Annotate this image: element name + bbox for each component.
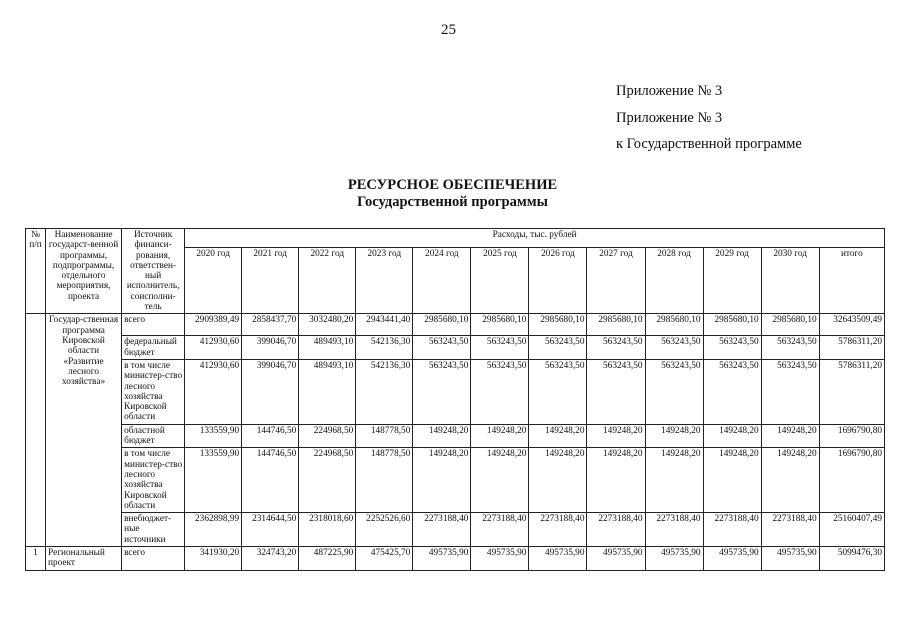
value-cell: 563243,50 bbox=[529, 359, 587, 424]
value-cell: 148778,50 bbox=[356, 424, 413, 448]
value-cell: 563243,50 bbox=[703, 336, 761, 360]
value-cell: 412930,60 bbox=[185, 336, 242, 360]
value-cell: 542136,30 bbox=[356, 336, 413, 360]
header-year: 2026 год bbox=[529, 248, 587, 314]
value-cell: 2273188,40 bbox=[529, 513, 587, 547]
value-cell: 495735,90 bbox=[413, 547, 471, 571]
value-cell: 475425,70 bbox=[356, 547, 413, 571]
value-cell: 563243,50 bbox=[645, 336, 703, 360]
value-cell: 412930,60 bbox=[185, 359, 242, 424]
value-cell: 399046,70 bbox=[242, 359, 299, 424]
value-cell: 2985680,10 bbox=[587, 314, 645, 336]
header-year: 2022 год bbox=[299, 248, 356, 314]
header-year: 2021 год bbox=[242, 248, 299, 314]
value-cell: 563243,50 bbox=[413, 336, 471, 360]
value-cell: 341930,20 bbox=[185, 547, 242, 571]
value-cell: 2318018,60 bbox=[299, 513, 356, 547]
value-cell: 133559,90 bbox=[185, 424, 242, 448]
source-cell: внебюджет-ные источники bbox=[122, 513, 185, 547]
value-cell: 2273188,40 bbox=[645, 513, 703, 547]
value-cell: 149248,20 bbox=[529, 448, 587, 513]
value-cell: 563243,50 bbox=[529, 336, 587, 360]
source-cell: областной бюджет bbox=[122, 424, 185, 448]
header-year: 2029 год bbox=[703, 248, 761, 314]
source-cell: в том числе министер-ство лесного хозяйства Кировской области bbox=[122, 448, 185, 513]
table-row bbox=[26, 336, 885, 360]
table-row bbox=[26, 513, 885, 547]
value-cell: 149248,20 bbox=[471, 424, 529, 448]
value-cell: 489493,10 bbox=[299, 359, 356, 424]
value-cell: 2985680,10 bbox=[645, 314, 703, 336]
value-cell: 2273188,40 bbox=[471, 513, 529, 547]
value-cell: 495735,90 bbox=[529, 547, 587, 571]
header-num: № п/п bbox=[26, 229, 46, 314]
value-cell: 149248,20 bbox=[703, 424, 761, 448]
source-cell: всего bbox=[122, 547, 185, 571]
value-cell: 399046,70 bbox=[242, 336, 299, 360]
total-cell: 5099476,30 bbox=[819, 547, 884, 571]
header-row-1 bbox=[26, 229, 885, 248]
value-cell: 149248,20 bbox=[529, 424, 587, 448]
value-cell: 2985680,10 bbox=[413, 314, 471, 336]
value-cell: 563243,50 bbox=[471, 336, 529, 360]
value-cell: 563243,50 bbox=[471, 359, 529, 424]
value-cell: 149248,20 bbox=[471, 448, 529, 513]
value-cell: 148778,50 bbox=[356, 448, 413, 513]
value-cell: 2273188,40 bbox=[703, 513, 761, 547]
table-row bbox=[26, 424, 885, 448]
source-cell: в том числе министер-ство лесного хозяйства Кировской области bbox=[122, 359, 185, 424]
value-cell: 2273188,40 bbox=[587, 513, 645, 547]
value-cell: 2858437,70 bbox=[242, 314, 299, 336]
value-cell: 149248,20 bbox=[645, 424, 703, 448]
header-year: 2020 год bbox=[185, 248, 242, 314]
value-cell: 563243,50 bbox=[413, 359, 471, 424]
table-row bbox=[26, 547, 885, 571]
value-cell: 149248,20 bbox=[587, 424, 645, 448]
value-cell: 2985680,10 bbox=[703, 314, 761, 336]
header-total: итого bbox=[819, 248, 884, 314]
total-cell: 32643509,49 bbox=[819, 314, 884, 336]
value-cell: 563243,50 bbox=[703, 359, 761, 424]
value-cell: 224968,50 bbox=[299, 448, 356, 513]
total-cell: 5786311,20 bbox=[819, 336, 884, 360]
document-title: РЕСУРСНОЕ ОБЕСПЕЧЕНИЕ bbox=[347, 177, 558, 193]
value-cell: 2362898,99 bbox=[185, 513, 242, 547]
value-cell: 2273188,40 bbox=[761, 513, 819, 547]
value-cell: 489493,10 bbox=[299, 336, 356, 360]
value-cell: 2273188,40 bbox=[413, 513, 471, 547]
total-cell: 1696790,80 bbox=[819, 448, 884, 513]
value-cell: 149248,20 bbox=[413, 448, 471, 513]
value-cell: 563243,50 bbox=[645, 359, 703, 424]
value-cell: 149248,20 bbox=[413, 424, 471, 448]
value-cell: 2985680,10 bbox=[471, 314, 529, 336]
value-cell: 224968,50 bbox=[299, 424, 356, 448]
total-cell: 5786311,20 bbox=[819, 359, 884, 424]
header-year: 2030 год bbox=[761, 248, 819, 314]
value-cell: 2985680,10 bbox=[529, 314, 587, 336]
appendix-line-2: Приложение № 3 bbox=[616, 110, 723, 126]
document-subtitle: Государственной программы bbox=[357, 194, 548, 210]
source-cell: федеральный бюджет bbox=[122, 336, 185, 360]
resource-table bbox=[25, 228, 885, 571]
table-row bbox=[26, 359, 885, 424]
program-num-cell bbox=[26, 314, 46, 547]
header-year: 2024 год bbox=[413, 248, 471, 314]
value-cell: 149248,20 bbox=[761, 448, 819, 513]
project-num-cell: 1 bbox=[26, 547, 46, 571]
value-cell: 487225,90 bbox=[299, 547, 356, 571]
value-cell: 133559,90 bbox=[185, 448, 242, 513]
value-cell: 495735,90 bbox=[703, 547, 761, 571]
value-cell: 149248,20 bbox=[645, 448, 703, 513]
total-cell: 25160407,49 bbox=[819, 513, 884, 547]
header-year: 2023 год bbox=[356, 248, 413, 314]
value-cell: 495735,90 bbox=[645, 547, 703, 571]
value-cell: 144746,50 bbox=[242, 448, 299, 513]
header-year: 2028 год bbox=[645, 248, 703, 314]
value-cell: 149248,20 bbox=[587, 448, 645, 513]
appendix-line-3: к Государственной программе bbox=[616, 136, 802, 152]
project-name-cell: Региональный проект bbox=[46, 547, 122, 571]
value-cell: 324743,20 bbox=[242, 547, 299, 571]
value-cell: 2985680,10 bbox=[761, 314, 819, 336]
header-name: Наименование государст-венной программы, подпрограммы, отдельного мероприятия, проекта bbox=[46, 229, 122, 314]
value-cell: 2909389,49 bbox=[185, 314, 242, 336]
total-cell: 1696790,80 bbox=[819, 424, 884, 448]
header-year: 2027 год bbox=[587, 248, 645, 314]
value-cell: 3032480,20 bbox=[299, 314, 356, 336]
value-cell: 2252526,60 bbox=[356, 513, 413, 547]
value-cell: 144746,50 bbox=[242, 424, 299, 448]
appendix-line-1: Приложение № 3 bbox=[616, 83, 723, 99]
value-cell: 542136,30 bbox=[356, 359, 413, 424]
table-row bbox=[26, 448, 885, 513]
value-cell: 149248,20 bbox=[761, 424, 819, 448]
header-expenses: Расходы, тыс. рублей bbox=[185, 229, 885, 248]
value-cell: 2314644,50 bbox=[242, 513, 299, 547]
page-number: 25 bbox=[441, 22, 456, 38]
table-row bbox=[26, 314, 885, 336]
value-cell: 495735,90 bbox=[587, 547, 645, 571]
value-cell: 149248,20 bbox=[703, 448, 761, 513]
value-cell: 2943441,40 bbox=[356, 314, 413, 336]
value-cell: 563243,50 bbox=[587, 336, 645, 360]
value-cell: 563243,50 bbox=[761, 336, 819, 360]
header-year: 2025 год bbox=[471, 248, 529, 314]
source-cell: всего bbox=[122, 314, 185, 336]
value-cell: 563243,50 bbox=[761, 359, 819, 424]
header-source: Источник финанси-рования, ответствен-ный исполнитель, соисполни-тель bbox=[122, 229, 185, 314]
value-cell: 495735,90 bbox=[761, 547, 819, 571]
value-cell: 563243,50 bbox=[587, 359, 645, 424]
value-cell: 495735,90 bbox=[471, 547, 529, 571]
program-name-cell: Государ-ственная программа Кировской области «Развитие лесного хозяйства» bbox=[46, 314, 122, 547]
